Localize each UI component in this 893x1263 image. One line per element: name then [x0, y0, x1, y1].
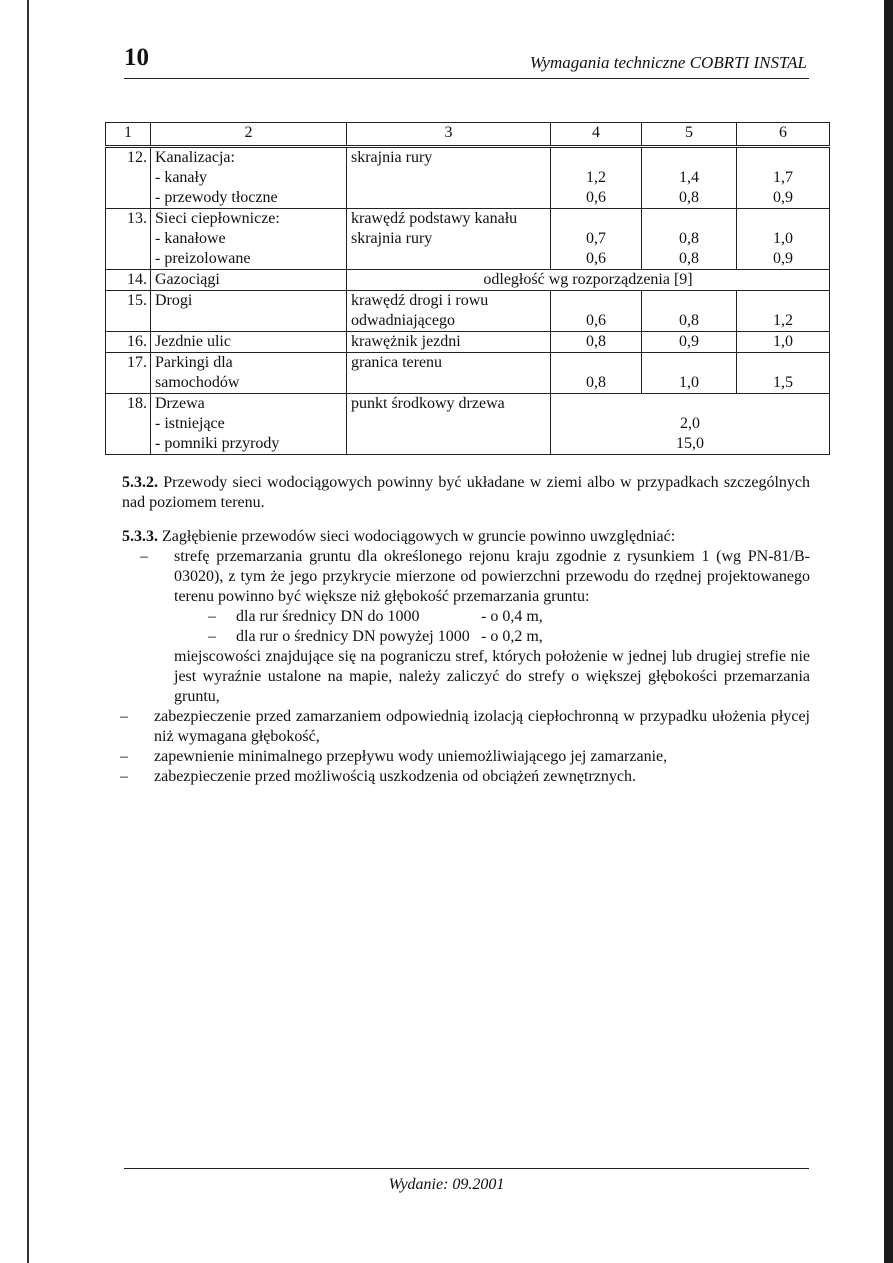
value: 1,7	[773, 169, 793, 186]
column-header: 2	[151, 123, 347, 147]
row-number: 13.	[106, 209, 151, 270]
running-title: Wymagania techniczne COBRTI INSTAL	[529, 53, 807, 72]
list-item: – zapewnienie minimalnego przepływu wody uniemożliwiającego jej zamarzanie,	[120, 748, 668, 765]
row-name-line: - preizolowane	[155, 250, 251, 267]
distance-value	[551, 291, 642, 332]
section-5-3-2	[122, 473, 810, 513]
distance-value	[737, 291, 830, 332]
distance-value	[737, 147, 830, 209]
value: 1,5	[773, 374, 793, 391]
value: 1,2	[773, 312, 793, 329]
row-number: 17.	[106, 353, 151, 394]
sub-list-item: – dla rur średnicy DN do 1000 - o 0,4 m,	[208, 608, 543, 625]
value: 2,0	[680, 415, 700, 432]
value: 0,8	[586, 374, 606, 391]
reference-point	[347, 209, 551, 270]
table-row	[106, 332, 830, 353]
value: 1,0	[773, 230, 793, 247]
distance-value	[642, 209, 737, 270]
section-5-3-3-intro	[122, 527, 810, 547]
table-row	[106, 291, 830, 332]
reference-line: krawędź drogi i rowu	[351, 292, 489, 309]
scan-right-edge	[884, 0, 893, 1263]
header-rule	[124, 78, 809, 79]
value: 0,9	[679, 333, 699, 350]
table-row	[106, 270, 830, 291]
reference-line: odwadniającego	[351, 312, 455, 329]
table-row	[106, 209, 830, 270]
list-item: – zabezpieczenie przed zamarzaniem odpowiednią izolacją ciepłochronną w przypadku ułożenia płycej niż wymagana głębokość,	[120, 708, 810, 745]
column-header: 6	[737, 123, 830, 147]
reference-line: krawężnik jezdni	[351, 333, 461, 350]
row-number: 15.	[106, 291, 151, 332]
distance-value	[737, 353, 830, 394]
column-header: 5	[642, 123, 737, 147]
row-number: 12.	[106, 147, 151, 209]
row-name	[151, 209, 347, 270]
value: 0,9	[773, 250, 793, 267]
row-name-line: - przewody tłoczne	[155, 189, 278, 206]
row-name-line: Gazociągi	[155, 271, 220, 288]
list-item-continuation: miejscowości znajdujące się na pograniczu stref, których położenie w jednej lub drugiej strefie nie jest wyraźnie ustalone na mapie, należy zaliczyć do strefy o większej głębokości przemarzania gruntu,	[174, 648, 810, 705]
row-name	[151, 270, 347, 291]
table-header-row	[106, 123, 830, 147]
distance-value	[551, 353, 642, 394]
value: 0,8	[679, 312, 699, 329]
page-number: 10	[124, 44, 149, 71]
row-name	[151, 332, 347, 353]
row-name-line: - pomniki przyrody	[155, 435, 280, 452]
sub-list-item: – dla rur o średnicy DN powyżej 1000 - o 0,2 m,	[208, 628, 543, 645]
section-number: 5.3.3.	[122, 528, 158, 545]
list-item-text: strefę przemarzania gruntu dla określonego rejonu kraju zgodnie z rysunkiem 1 (wg PN-81/B-03020), z tym że jego przykrycie mierzone od powierzchni przewodu do rzędnej projektowanego terenu powinno być większe niż głębokość przemarzania gruntu:	[174, 548, 810, 605]
reference-point	[347, 147, 551, 209]
reference-point	[347, 291, 551, 332]
distance-value	[642, 332, 737, 353]
value: 0,7	[586, 230, 606, 247]
table-row	[106, 353, 830, 394]
distance-table	[105, 122, 830, 455]
reference-point	[347, 332, 551, 353]
distance-value	[737, 332, 830, 353]
section-number: 5.3.2.	[122, 474, 158, 491]
edition-footer: Wydanie: 09.2001	[388, 1176, 505, 1193]
value: 15,0	[676, 435, 704, 452]
value: 0,9	[773, 189, 793, 206]
reference-line: punkt środkowy drzewa	[351, 395, 505, 412]
value: 0,6	[586, 189, 606, 206]
merged-values	[551, 394, 830, 455]
row-number: 16.	[106, 332, 151, 353]
value: 0,6	[586, 312, 606, 329]
distance-value	[642, 147, 737, 209]
reference-line: krawędź podstawy kanału	[351, 210, 518, 227]
row-name-line: Parkingi dla	[155, 354, 233, 371]
value: 0,8	[679, 250, 699, 267]
value: 1,0	[679, 374, 699, 391]
table-row	[106, 394, 830, 455]
reference-point	[347, 394, 551, 455]
distance-value	[551, 147, 642, 209]
row-name-line: Drzewa	[155, 395, 205, 412]
distance-value	[642, 353, 737, 394]
reference-line: skrajnia rury	[351, 230, 433, 247]
row-number: 18.	[106, 394, 151, 455]
value: 1,2	[586, 169, 606, 186]
section-text: Przewody sieci wodociągowych powinny być układane w ziemi albo w przypadkach szczególnych nad poziomem terenu.	[122, 474, 811, 511]
row-name-line: Jezdnie ulic	[155, 333, 231, 350]
column-header: 4	[551, 123, 642, 147]
row-name-line: Drogi	[155, 292, 193, 309]
reference-point	[347, 353, 551, 394]
row-name-line: - kanały	[155, 169, 207, 186]
value: 0,8	[679, 230, 699, 247]
value: 0,8	[679, 189, 699, 206]
distance-value	[551, 332, 642, 353]
column-header: 1	[106, 123, 151, 147]
value: 0,6	[586, 250, 606, 267]
distance-value	[642, 291, 737, 332]
reference-line: granica terenu	[351, 354, 443, 371]
requirements-list	[120, 547, 810, 787]
value: 1,4	[679, 169, 699, 186]
row-name-line: Kanalizacja:	[155, 149, 235, 166]
row-name	[151, 147, 347, 209]
row-name	[151, 291, 347, 332]
row-name-line: - kanałowe	[155, 230, 226, 247]
row-name-line: Sieci ciepłownicze:	[155, 210, 280, 227]
distance-value	[737, 209, 830, 270]
row-name	[151, 394, 347, 455]
scan-left-edge	[27, 0, 29, 1263]
value: 1,0	[773, 333, 793, 350]
row-name-line: samochodów	[155, 374, 240, 391]
list-item: – zabezpieczenie przed możliwością uszkodzenia od obciążeń zewnętrznych.	[120, 768, 636, 785]
merged-cell: odległość wg rozporządzenia [9]	[347, 270, 830, 291]
table-row	[106, 147, 830, 209]
row-name-line: - istniejące	[155, 415, 225, 432]
row-number: 14.	[106, 270, 151, 291]
footer-rule	[124, 1168, 809, 1169]
section-text: Zagłębienie przewodów sieci wodociągowych w gruncie powinno uwzględniać:	[162, 528, 676, 545]
reference-line: skrajnia rury	[351, 149, 433, 166]
list-item: – strefę przemarzania gruntu dla określonego rejonu kraju zgodnie z rysunkiem 1 (wg PN-81/B-03020), z tym że jego przykrycie mierzone od powierzchni przewodu do rzędnej projektowanego terenu powinno być większe niż głębokość przemarzania gruntu: – dla rur średnicy DN do 1000 - o 0,4 m, – dla rur o średnicy DN powyżej 1000 - o 0,2 m, miejscowości znajdujące się na pograniczu stref, których położenie w jednej lub drugiej strefie nie jest wyraźnie ustalone na mapie, należy zaliczyć do strefy o większej głębokości przemarzania gruntu,	[140, 548, 810, 705]
row-name	[151, 353, 347, 394]
value: 0,8	[586, 333, 606, 350]
column-header: 3	[347, 123, 551, 147]
distance-value	[551, 209, 642, 270]
